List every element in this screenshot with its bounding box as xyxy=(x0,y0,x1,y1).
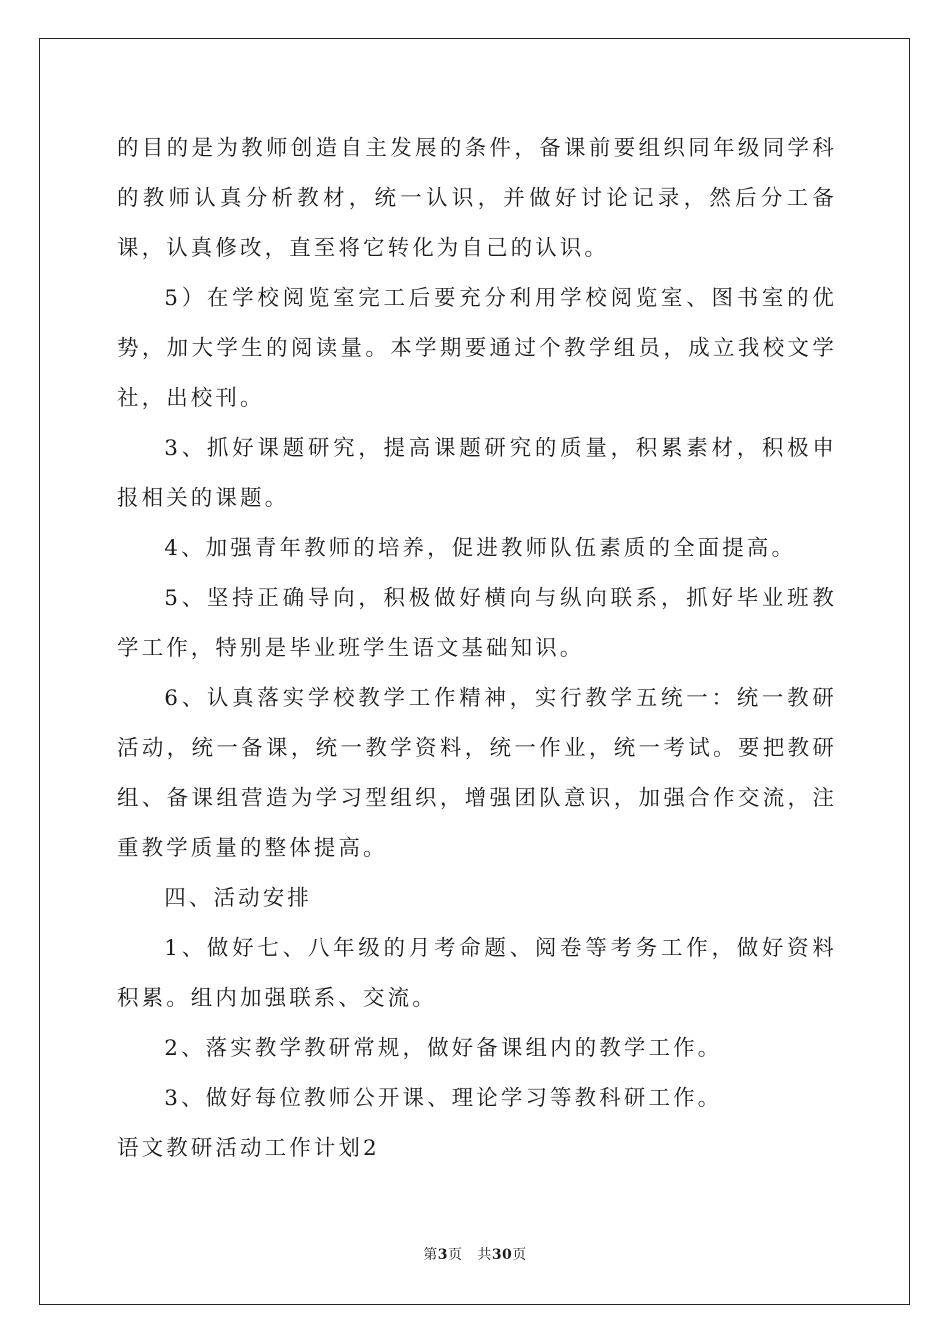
paragraph: 3、抓好课题研究，提高课题研究的质量，积累素材，积极申报相关的课题。 xyxy=(117,436,837,511)
paragraph: 5、坚持正确导向，积极做好横向与纵向联系，抓好毕业班教学工作，特别是毕业班学生语文基础知识。 xyxy=(117,586,837,661)
total-suffix: 页 xyxy=(512,1247,527,1263)
paragraph: 4、加强青年教师的培养，促进教师队伍素质的全面提高。 xyxy=(164,536,797,561)
paragraph: 3、做好每位教师公开课、理论学习等教科研工作。 xyxy=(164,1086,723,1111)
paragraph: 5）在学校阅览室完工后要充分利用学校阅览室、图书室的优势，加大学生的阅读量。本学期要通过个教学组员，成立我校文学社，出校刊。 xyxy=(117,286,837,411)
document-body xyxy=(117,124,837,1174)
paragraph: 1、做好七、八年级的月考命题、阅卷等考务工作，做好资料积累。组内加强联系、交流。 xyxy=(117,936,837,1011)
page-number: 3 xyxy=(437,1247,448,1263)
total-pages: 30 xyxy=(491,1247,513,1263)
paragraph: 2、落实教学教研常规，做好备课组内的教学工作。 xyxy=(164,1036,723,1061)
total-prefix: 共 xyxy=(477,1247,492,1263)
page-suffix: 页 xyxy=(447,1247,463,1263)
page-footer xyxy=(0,1245,950,1265)
paragraph: 6、认真落实学校教学工作精神，实行教学五统一：统一教研活动，统一备课，统一教学资料，统一作业，统一考试。要把教研组、备课组营造为学习型组织，增强团队意识，加强合作交流，注重教学质量的整体提高。 xyxy=(117,686,837,861)
section-heading: 四、活动安排 xyxy=(164,886,312,911)
page-prefix: 第 xyxy=(423,1247,438,1263)
paragraph: 的目的是为教师创造自主发展的条件，备课前要组织同年级同学科的教师认真分析教材，统一认识，并做好讨论记录，然后分工备课，认真修改，直至将它转化为自己的认识。 xyxy=(117,136,837,261)
document-title: 语文教研活动工作计划2 xyxy=(117,1136,380,1161)
